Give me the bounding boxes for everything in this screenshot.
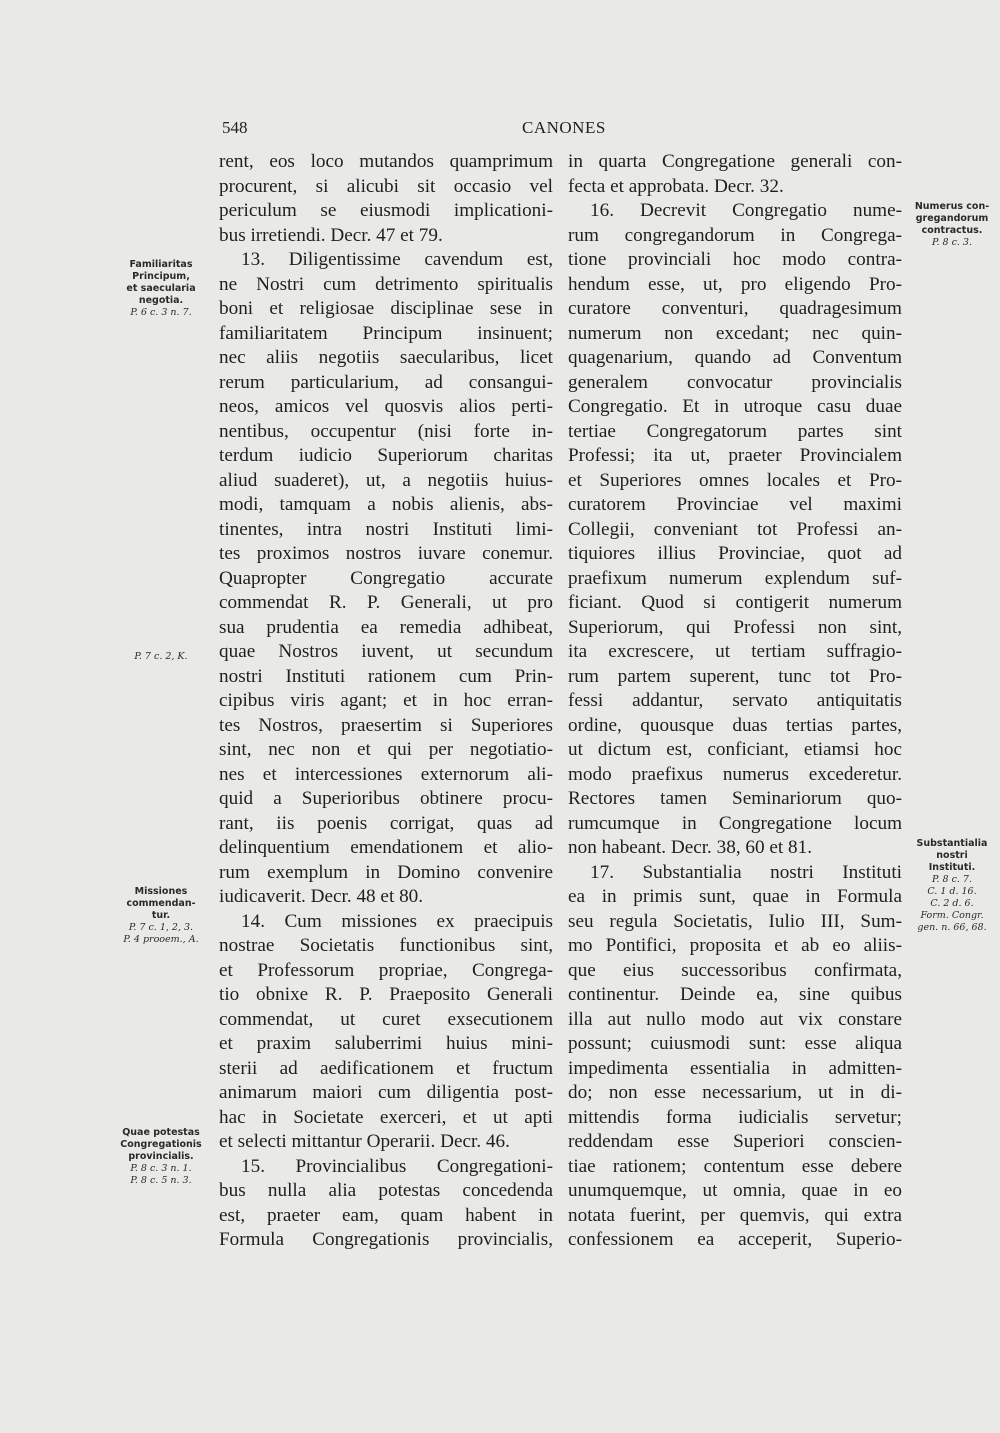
text-line: commendat, ut curet exsecutionem [219,1008,553,1030]
margin-note-reference: gen. n. 66, 68. [917,922,987,933]
text-line: cipibus viris agant; et in hoc erran- [219,690,553,711]
text-line: 13. Diligentissime cavendum est, [241,249,553,270]
text-line: ita excrescere, ut tertiam suffragio- [568,641,902,662]
margin-note-line: provincialis. [128,1151,194,1162]
text-line: rent, eos loco mutandos quamprimum [219,151,553,172]
text-line: Quapropter Congregatio accurate [219,567,553,589]
text-line: rum congregandorum in Congrega- [568,224,902,246]
margin-note-p7-ref [112,651,210,663]
text-line: non habeant. Decr. 38, 60 et 81. [568,837,813,858]
text-line: in quarta Congregatione generali con- [568,151,902,172]
page-number: 548 [222,118,248,137]
margin-note-line: commendan- [126,898,196,909]
text-line: et praxim saluberrimi huius mini- [219,1033,553,1054]
text-line: bus nulla alia potestas concedenda [219,1180,553,1201]
margin-note-line: Missiones [134,886,188,897]
text-line: tiae rationem; contentum esse debere [568,1155,902,1177]
text-line: nentibus, occupentur (nisi forte in- [219,420,553,442]
text-line: fecta et approbata. Decr. 32. [568,175,784,197]
text-line: unumquemque, ut omnia, quae in eo [568,1180,902,1201]
text-line: est, praeter eam, quam habent in [219,1204,553,1226]
text-line: 17. Substantialia nostri Instituti [590,861,902,883]
text-line: aliud suaderet), ut, a negotiis huius- [219,469,553,491]
margin-note-line: Substantialia [916,838,988,849]
text-line: rum partem superent, tunc tot Pro- [568,665,902,687]
margin-note-reference: P. 4 prooem., A. [123,934,199,945]
margin-note-substantialia [910,838,994,934]
text-line: curatore conventuri, quadragesimum [568,298,902,319]
text-line: hac in Societate exerceri, et ut apti [219,1106,553,1128]
text-line: nostri Instituti rationem cum Prin- [219,665,553,687]
text-line: praefixum numerum explendum suf- [568,567,902,589]
margin-note-line: et saecularia [126,283,196,294]
margin-note-line: nostri [936,850,968,861]
text-line: tio obnixe R. P. Praeposito Generali [219,984,553,1005]
text-line: 15. Provincialibus Congregationi- [241,1155,553,1177]
text-line: rumcumque in Congregatione locum [568,812,902,834]
text-line: tinentes, intra nostri Instituti limi- [219,518,553,540]
text-line: animarum maiori cum diligentia post- [219,1082,553,1103]
margin-note-line: Numerus con- [914,201,990,212]
text-line: continentur. Deinde ea, sine quibus [568,984,902,1005]
margin-note-reference: P. 7 c. 1, 2, 3. [128,922,194,933]
text-line: hendum esse, ut, pro eligendo Pro- [568,273,902,295]
margin-note-reference: P. 8 c. 5 n. 3. [130,1175,192,1186]
margin-note-reference: P. 8 c. 3 n. 1. [130,1163,192,1174]
text-line: tione provinciali hoc modo contra- [568,249,902,270]
right-text-column [568,150,902,1253]
text-line: numerum non excedant; nec quin- [568,322,902,344]
text-line: ne Nostri cum detrimento spiritualis [219,273,553,295]
text-line: Superiorum, qui Professi non sint, [568,616,902,638]
text-line: et Superiores omnes locales et Pro- [568,469,902,491]
text-line: fessi addantur, servato antiquitatis [568,690,902,711]
margin-note-reference: P. 8 c. 3. [932,237,972,248]
text-line: possunt; cuiusmodi sunt: esse aliqua [568,1033,902,1054]
text-line: do; non esse necessarium, ut in di- [568,1082,902,1103]
text-line: rant, iis poenis corrigat, quas ad [219,812,553,834]
text-line: procurent, si alicubi sit occasio vel [219,175,553,197]
text-line: Collegii, conveniant tot Professi an- [568,518,902,540]
text-line: quae Nostros iuvent, ut secundum [219,641,553,662]
margin-note-potestas [112,1127,210,1187]
text-line: modo praefixus numerus excederetur. [568,763,902,785]
text-line: quagenarium, quando ad Conventum [568,347,902,368]
text-line: et selecti mittantur Operarii. Decr. 46. [219,1131,510,1152]
text-line: tes Nostros, praesertim si Superiores [219,714,553,736]
text-line: Formula Congregationis provincialis, [219,1229,553,1250]
text-line: 16. Decrevit Congregatio nume- [590,200,902,221]
text-line: generalem convocatur provincialis [568,371,902,393]
margin-note-reference: C. 2 d. 6. [930,898,974,909]
text-line: ficiant. Quod si contigerit numerum [568,592,902,613]
text-line: nec aliis negotiis saecularibus, licet [219,347,553,368]
text-line: seu regula Societatis, Iulio III, Sum- [568,910,902,932]
margin-note-familiaritas [112,259,210,319]
text-line: sint, nec non et qui per negotiatio- [219,739,553,760]
margin-note-line: Principum, [132,271,190,282]
text-line: sua prudentia ea remedia adhibeat, [219,616,553,638]
margin-note-line: tur. [151,910,171,921]
margin-note-line: Congregationis [120,1139,202,1150]
text-line: rerum particularium, ad consangui- [219,371,553,393]
text-line: nes et intercessiones externorum ali- [219,763,553,785]
margin-note-reference: Form. Congr. [920,910,984,921]
text-line: tertiae Congregatorum partes sint [568,420,902,442]
margin-note-reference: C. 1 d. 16. [927,886,977,897]
text-line: mittendis forma iudicialis servetur; [568,1106,902,1128]
text-line: ut dictum est, conficiant, etiamsi hoc [568,739,902,760]
margin-note-line: Quae potestas [122,1127,200,1138]
running-title: CANONES [522,118,606,137]
page-header [0,118,1000,142]
text-line: ea in primis sunt, quae in Formula [568,886,902,907]
margin-note-line: Familiaritas [129,259,193,270]
text-line: 14. Cum missiones ex praecipuis [241,910,553,932]
text-line: sterii ad aedificationem et fructum [219,1057,553,1079]
text-line: terdum iudicio Superiorum charitas [219,445,553,466]
text-line: tiquiores illius Provinciae, quot ad [568,543,902,564]
margin-note-line: contractus. [921,225,983,236]
text-line: commendat R. P. Generali, ut pro [219,592,553,613]
text-line: bus irretiendi. Decr. 47 et 79. [219,224,443,246]
text-line: iudicaverit. Decr. 48 et 80. [219,886,424,907]
text-line: rum exemplum in Domino convenire [219,861,553,883]
margin-note-reference: P. 6 c. 3 n. 7. [130,307,192,318]
text-line: ordine, quousque duas tertias partes, [568,714,902,736]
text-line: Congregatio. Et in utroque casu duae [568,396,902,417]
text-line: impedimenta essentialia in admitten- [568,1057,902,1079]
text-line: neos, amicos vel quosvis alios perti- [219,396,553,417]
text-line: Rectores tamen Seminariorum quo- [568,788,902,809]
text-line: notata fuerint, per quemvis, qui extra [568,1204,902,1226]
text-line: boni et religiosae disciplinae sese in [219,298,553,319]
text-line: reddendam esse Superiori conscien- [568,1131,902,1152]
text-line: familiaritatem Principum insinuent; [219,322,553,344]
text-line: periculum se eiusmodi implicationi- [219,200,553,221]
text-line: quid a Superioribus obtinere procu- [219,788,553,809]
text-line: Professi; ita ut, praeter Provincialem [568,445,902,466]
margin-note-line: negotia. [138,295,184,306]
text-line: tes proximos nostros iuvare conemur. [219,543,553,564]
margin-note-reference: P. 8 c. 7. [932,874,972,885]
margin-note-missiones [112,886,210,946]
text-line: curatorem Provinciae vel maximi [568,494,902,515]
margin-note-line: Instituti. [928,862,976,873]
margin-note-line: gregandorum [915,213,989,224]
margin-note-reference: P. 7 c. 2, K. [134,651,188,662]
text-line: que eius successoribus confirmata, [568,959,902,981]
text-line: illa aut nullo modo aut vix constare [568,1008,902,1030]
text-line: nostrae Societatis functionibus sint, [219,935,553,956]
left-text-column [219,150,553,1253]
text-line: confessionem ea acceperit, Superio- [568,1229,902,1250]
text-line: mo Pontifici, proposita et ab eo aliis- [568,935,902,956]
margin-note-numerus [910,201,994,249]
text-line: modi, tamquam a nobis alienis, abs- [219,494,553,515]
text-line: et Professorum propriae, Congrega- [219,959,553,981]
text-line: delinquentium emendationem et alio- [219,837,553,858]
